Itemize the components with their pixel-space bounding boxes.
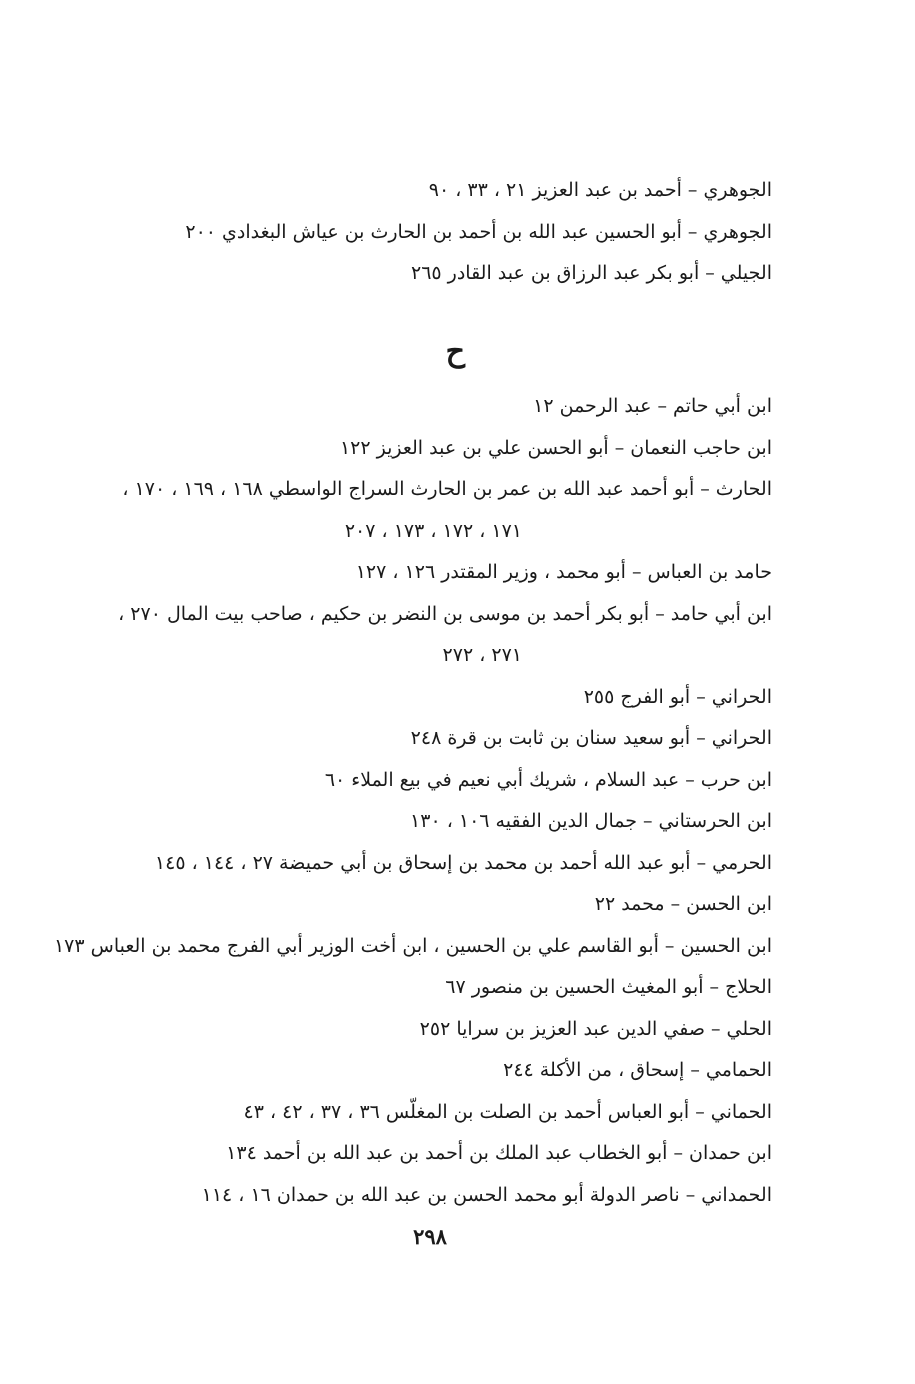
index-entry: الحلاج – أبو المغيث الحسين بن منصور ٦٧ [445,976,772,998]
index-entry: ابن أبي حاتم – عبد الرحمن ١٢ [533,395,772,417]
index-entry: الحراني – أبو سعيد سنان بن ثابت بن قرة ٢٤٨ [410,727,772,749]
index-entries-ha [53,386,772,1216]
index-entry: ابن الحرستاني – جمال الدين الفقيه ١٠٦ ، ١٣٠ [410,810,772,832]
index-entry: الحراني – أبو الفرج ٢٥٥ [583,685,772,708]
index-entry: ابن حاجب النعمان – أبو الحسن علي بن عبد العزيز ١٢٢ [339,436,772,459]
index-entry: ابن حرب – عبد السلام ، شريك أبي نعيم في بيع الملاء ٦٠ [324,768,772,791]
section-letter-heading: ح [445,334,465,369]
index-entry: الجوهري – أحمد بن عبد العزيز ٢١ ، ٣٣ ، ٩٠ [428,179,772,201]
page-number: ٢٩٨ [413,1224,447,1249]
index-entries-jim [92,170,772,295]
index-entry: الحارث – أبو أحمد عبد الله بن عمر بن الحارث السراج الواسطي ١٦٨ ، ١٦٩ ، ١٧٠ ، [122,478,772,500]
index-entry: الحماني – أبو العباس أحمد بن الصلت بن المغلّس ٣٦ ، ٣٧ ، ٤٢ ، ٤٣ [243,1100,772,1123]
index-entry: الجوهري – أبو الحسين عبد الله بن أحمد بن الحارث بن عياش البغدادي ٢٠٠ [185,220,772,243]
index-entry: ابن حمدان – أبو الخطاب عبد الملك بن أحمد بن عبد الله بن أحمد ١٣٤ [226,1142,772,1164]
index-entry-continuation: ٢٧١ ، ٢٧٢ [442,644,522,666]
index-entry: ابن الحسين – أبو القاسم علي بن الحسين ، ابن أخت الوزير أبي الفرج محمد بن العباس ١٧٣ [53,934,772,957]
index-entry: حامد بن العباس – أبو محمد ، وزير المقتدر ١٢٦ ، ١٢٧ [355,561,772,583]
index-entry: الحمامي – إسحاق ، من الأكلة ٢٤٤ [503,1059,772,1081]
index-entry: الحمداني – ناصر الدولة أبو محمد الحسن بن عبد الله بن حمدان ١٦ ، ١١٤ [201,1183,772,1206]
index-entry-continuation: ١٧١ ، ١٧٢ ، ١٧٣ ، ٢٠٧ [344,519,522,542]
index-entry: الحلي – صفي الدين عبد العزيز بن سرايا ٢٥٢ [419,1017,772,1040]
index-entry: ابن أبي حامد – أبو بكر أحمد بن موسى بن النضر بن حكيم ، صاحب بيت المال ٢٧٠ ، [118,602,772,625]
index-entry: الجيلي – أبو بكر عبد الرزاق بن عبد القادر ٢٦٥ [410,262,772,284]
index-entry: ابن الحسن – محمد ٢٢ [594,893,772,915]
index-entry: الحرمي – أبو عبد الله أحمد بن محمد بن إسحاق بن أبي حميضة ٢٧ ، ١٤٤ ، ١٤٥ [154,851,772,874]
